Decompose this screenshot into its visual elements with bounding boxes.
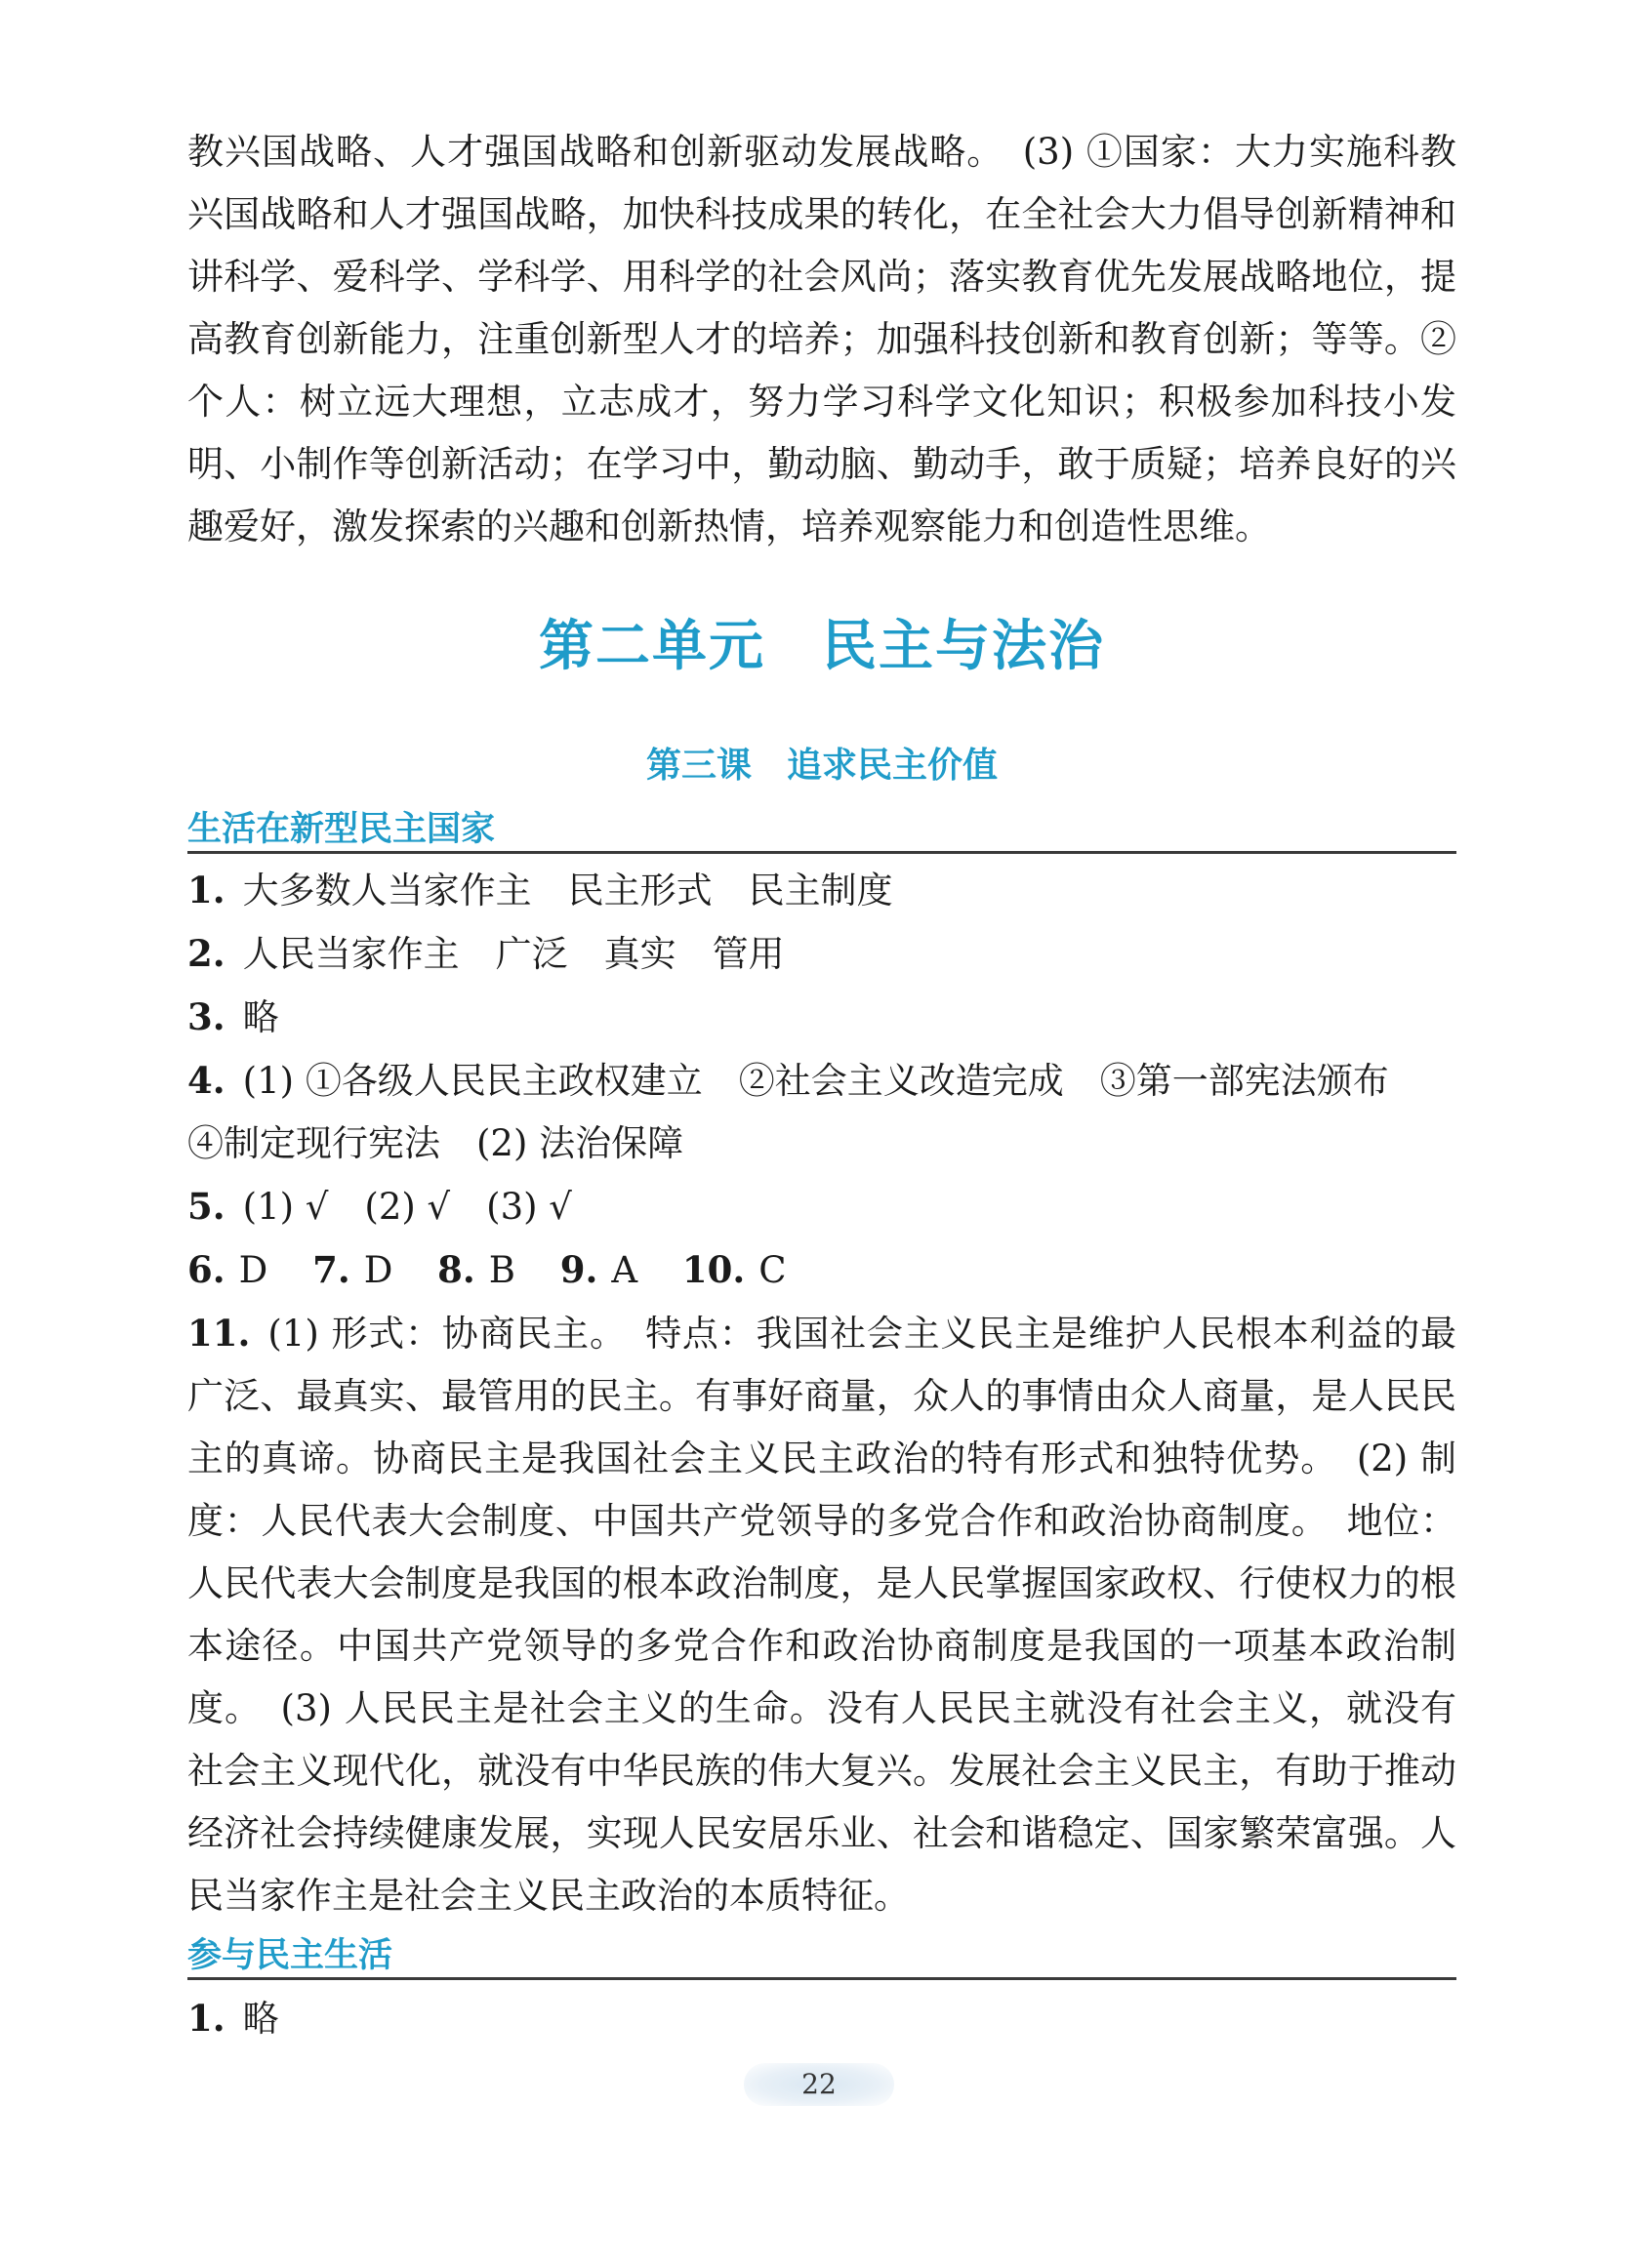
page-number: 22 bbox=[744, 2063, 894, 2106]
answer-text: (1) ①各级人民民主政权建立 ②社会主义改造完成 ③第一部宪法颁布 bbox=[242, 1060, 1389, 1102]
question-number: 10. bbox=[681, 1248, 746, 1291]
lesson-title: 第三课 追求民主价值 bbox=[645, 746, 998, 786]
section-heading-democratic-life: 参与民主生活 bbox=[187, 1928, 1456, 1980]
question-number: 11. bbox=[187, 1312, 251, 1355]
section-heading-new-democracy: 生活在新型民主国家 bbox=[187, 802, 1456, 854]
answer-text: 大多数人当家作主 民主形式 民主制度 bbox=[242, 870, 893, 911]
answer-text: (1) √ (2) √ (3) √ bbox=[242, 1186, 572, 1228]
answer-1 bbox=[187, 1987, 1456, 2050]
question-number: 5. bbox=[187, 1185, 225, 1228]
answer-text: 人民当家作主 广泛 真实 管用 bbox=[242, 933, 785, 975]
section-answers-1 bbox=[187, 859, 1456, 1927]
answer-3 bbox=[187, 986, 1456, 1049]
question-number: 4. bbox=[187, 1059, 225, 1102]
section-answers-2 bbox=[187, 1987, 1456, 2050]
question-number: 8. bbox=[437, 1248, 475, 1291]
question-number: 2. bbox=[187, 932, 225, 975]
choice-answer: D bbox=[363, 1249, 393, 1291]
choice-answer: D bbox=[238, 1249, 268, 1291]
question-number: 9. bbox=[559, 1248, 598, 1291]
answer-5 bbox=[187, 1175, 1456, 1238]
answer-text: 略 bbox=[242, 1998, 279, 2040]
answer-text: ④制定现行宪法 (2) 法治保障 bbox=[187, 1122, 684, 1164]
question-number: 7. bbox=[312, 1248, 350, 1291]
question-number: 6. bbox=[187, 1248, 225, 1291]
question-number: 1. bbox=[187, 1997, 225, 2040]
answer-2 bbox=[187, 922, 1456, 986]
answer-text: (1) 形式：协商民主。 特点：我国社会主义民主是维护人民根本利益的最广泛、最真实、最管用的民主。有事好商量，众人的事情由众人商量，是人民民主的真谛。协商民主是我国社会主义民主政治的特有形式和独特优势。 (2) 制度：人民代表大会制度、中国共产党领导的多党合作和政治协商制度。 地位：人民代表大会制度是我国的根本政治制度，是人民掌握国家政权、行使权力的根本途径。中国共产党领导的多党合作和政治协商制度是我国的一项基本政治制度。 (3) 人民民主是社会主义的生命。没有人民民主就没有社会主义，就没有社会主义现代化，就没有中华民族的伟大复兴。发展社会主义民主，有助于推动经济社会持续健康发展，实现人民安居乐业、社会和谐稳定、国家繁荣富强。人民当家作主是社会主义民主政治的本质特征。 bbox=[187, 1313, 1456, 1917]
answer-1 bbox=[187, 859, 1456, 922]
choice-answer: A bbox=[611, 1249, 638, 1291]
answer-11 bbox=[187, 1302, 1456, 1927]
choice-answer: C bbox=[758, 1249, 787, 1291]
choice-answer: B bbox=[488, 1249, 515, 1291]
answer-text: 略 bbox=[242, 996, 279, 1038]
question-number: 1. bbox=[187, 869, 225, 911]
answer-4-line-2 bbox=[187, 1113, 1456, 1175]
question-number: 3. bbox=[187, 995, 225, 1038]
answers-6-to-10 bbox=[187, 1238, 1456, 1302]
answer-4-line-1 bbox=[187, 1049, 1456, 1113]
unit-title: 第二单元 民主与法治 bbox=[539, 615, 1105, 678]
intro-paragraph: 教兴国战略、人才强国战略和创新驱动发展战略。 (3) ①国家：大力实施科教兴国战略和人才强国战略，加快科技成果的转化，在全社会大力倡导创新精神和讲科学、爱科学、学科学、用科学的社会风尚；落实教育优先发展战略地位，提高教育创新能力，注重创新型人才的培养；加强科技创新和教育创新；等等。②个人：树立远大理想，立志成才，努力学习科学文化知识；积极参加科技小发明、小制作等创新活动；在学习中，勤动脑、勤动手，敢于质疑；培养良好的兴趣爱好，激发探索的兴趣和创新热情，培养观察能力和创造性思维。 bbox=[187, 131, 1456, 547]
